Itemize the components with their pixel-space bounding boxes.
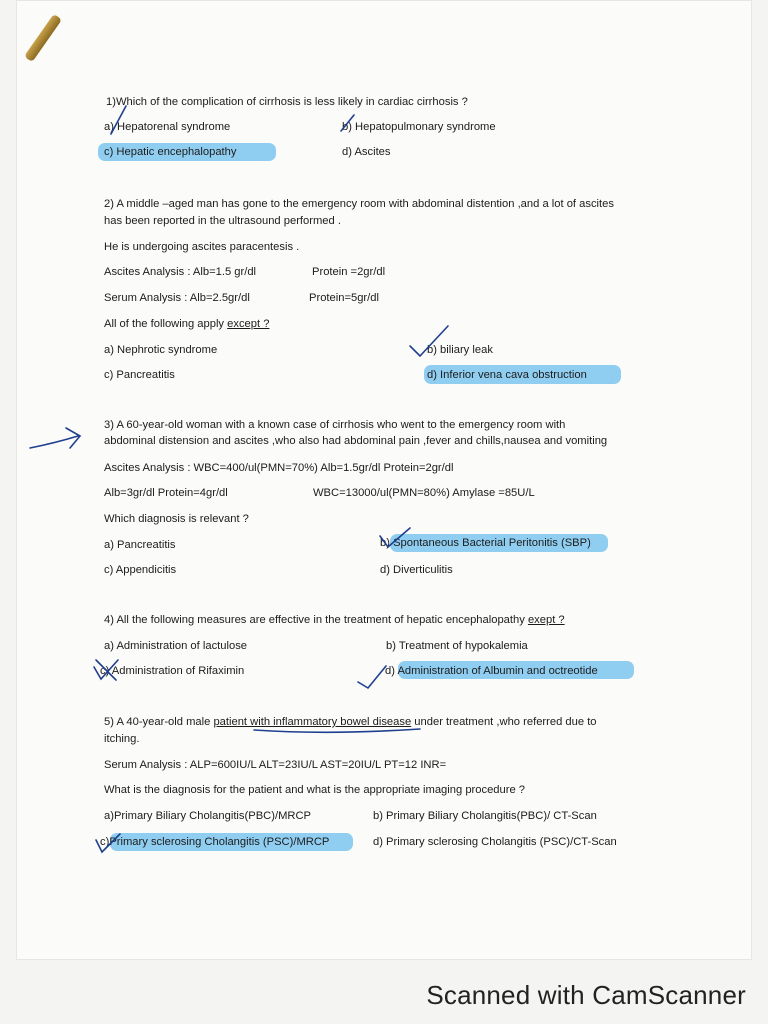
- q2-option-d: d) Inferior vena cava obstruction: [427, 369, 587, 381]
- q5-stem-underlined: patient with inflammatory bowel disease: [213, 716, 412, 728]
- q3-serum-left: Alb=3gr/dl Protein=4gr/dl: [104, 487, 228, 499]
- q2-instruction-except: except ?: [227, 318, 270, 330]
- q5-option-a: a)Primary Biliary Cholangitis(PBC)/MRCP: [104, 810, 312, 822]
- q2-serum-protein: Protein=5gr/dl: [309, 292, 379, 304]
- q5-stem-start: 5) A 40-year-old male: [104, 716, 214, 728]
- q1-option-a: a) Hepatorenal syndrome: [104, 121, 231, 133]
- q1-option-d: d) Ascites: [342, 146, 391, 158]
- q2-instruction: [104, 317, 269, 331]
- q3-option-b-text: Spontaneous Bacterial Peritonitis (SBP): [393, 537, 591, 549]
- q4-stem-except: exept ?: [527, 614, 565, 626]
- q5-stem-line1: [104, 715, 597, 729]
- camscanner-watermark: Scanned with CamScanner: [426, 980, 746, 1010]
- q2-stem-line2: has been reported in the ultrasound performed .: [104, 215, 341, 227]
- q3-stem-line1: 3) A 60-year-old woman with a known case of cirrhosis who went to the emergency room with: [104, 419, 566, 431]
- q3-serum-right: WBC=13000/ul(PMN=80%) Amylase =85U/L: [313, 487, 535, 499]
- q4-option-c: c) Administration of Rifaximin: [100, 665, 245, 677]
- q2-serum-analysis: Serum Analysis : Alb=2.5gr/dl: [104, 292, 250, 304]
- q3-option-a: a) Pancreatitis: [104, 539, 176, 551]
- q2-option-b: b) biliary leak: [427, 344, 493, 356]
- q1-stem: 1)Which of the complication of cirrhosis is less likely in cardiac cirrhosis ?: [106, 96, 468, 108]
- q2-ascites-protein: Protein =2gr/dl: [312, 266, 386, 278]
- q3-stem-line2: abdominal distension and ascites ,who also had abdominal pain ,fever and chills,nausea and vomiting: [104, 435, 608, 447]
- q5-option-b: b) Primary Biliary Cholangitis(PBC)/ CT-Scan: [373, 810, 597, 822]
- q3-question: Which diagnosis is relevant ?: [104, 513, 249, 525]
- q4-stem: [104, 613, 565, 627]
- q4-option-d-text: Administration of Albumin and octreotide: [397, 665, 598, 677]
- q2-instruction-text: All of the following apply: [104, 318, 228, 330]
- q4-option-a: a) Administration of lactulose: [104, 640, 248, 652]
- q4-option-d: [385, 664, 598, 678]
- q1-option-b: b) Hepatopulmonary syndrome: [342, 121, 496, 133]
- q5-option-c: c)Primary sclerosing Cholangitis (PSC)/MRCP: [100, 836, 330, 848]
- q3-option-b-letter: b): [380, 537, 390, 549]
- q2-option-a: a) Nephrotic syndrome: [104, 344, 218, 356]
- q3-ascites-analysis: Ascites Analysis : WBC=400/ul(PMN=70%) Alb=1.5gr/dl Protein=2gr/dl: [104, 462, 454, 474]
- q5-question: What is the diagnosis for the patient and what is the appropriate imaging procedure ?: [104, 784, 526, 796]
- q5-option-d: d) Primary sclerosing Cholangitis (PSC)/CT-Scan: [373, 836, 617, 848]
- q3-option-b: [380, 536, 591, 550]
- q5-stem-line2: itching.: [104, 733, 140, 745]
- q4-option-d-letter: d): [385, 665, 395, 677]
- q4-option-b: b) Treatment of hypokalemia: [386, 640, 528, 652]
- q2-stem-line3: He is undergoing ascites paracentesis .: [104, 241, 300, 253]
- q2-ascites-analysis: Ascites Analysis : Alb=1.5 gr/dl: [104, 266, 257, 278]
- q3-option-c: c) Appendicitis: [104, 564, 177, 576]
- q5-stem-end: under treatment ,who referred due to: [411, 716, 597, 728]
- q2-stem-line1: 2) A middle –aged man has gone to the emergency room with abdominal distention ,and a lot of ascites: [104, 198, 614, 210]
- q4-stem-text: 4) All the following measures are effective in the treatment of hepatic encephalopathy: [104, 614, 528, 626]
- q5-serum-analysis: Serum Analysis : ALP=600IU/L ALT=23IU/L AST=20IU/L PT=12 INR=: [104, 759, 447, 771]
- q1-option-c: c) Hepatic encephalopathy: [104, 146, 237, 158]
- q2-option-c: c) Pancreatitis: [104, 369, 175, 381]
- q3-option-d: d) Diverticulitis: [380, 564, 453, 576]
